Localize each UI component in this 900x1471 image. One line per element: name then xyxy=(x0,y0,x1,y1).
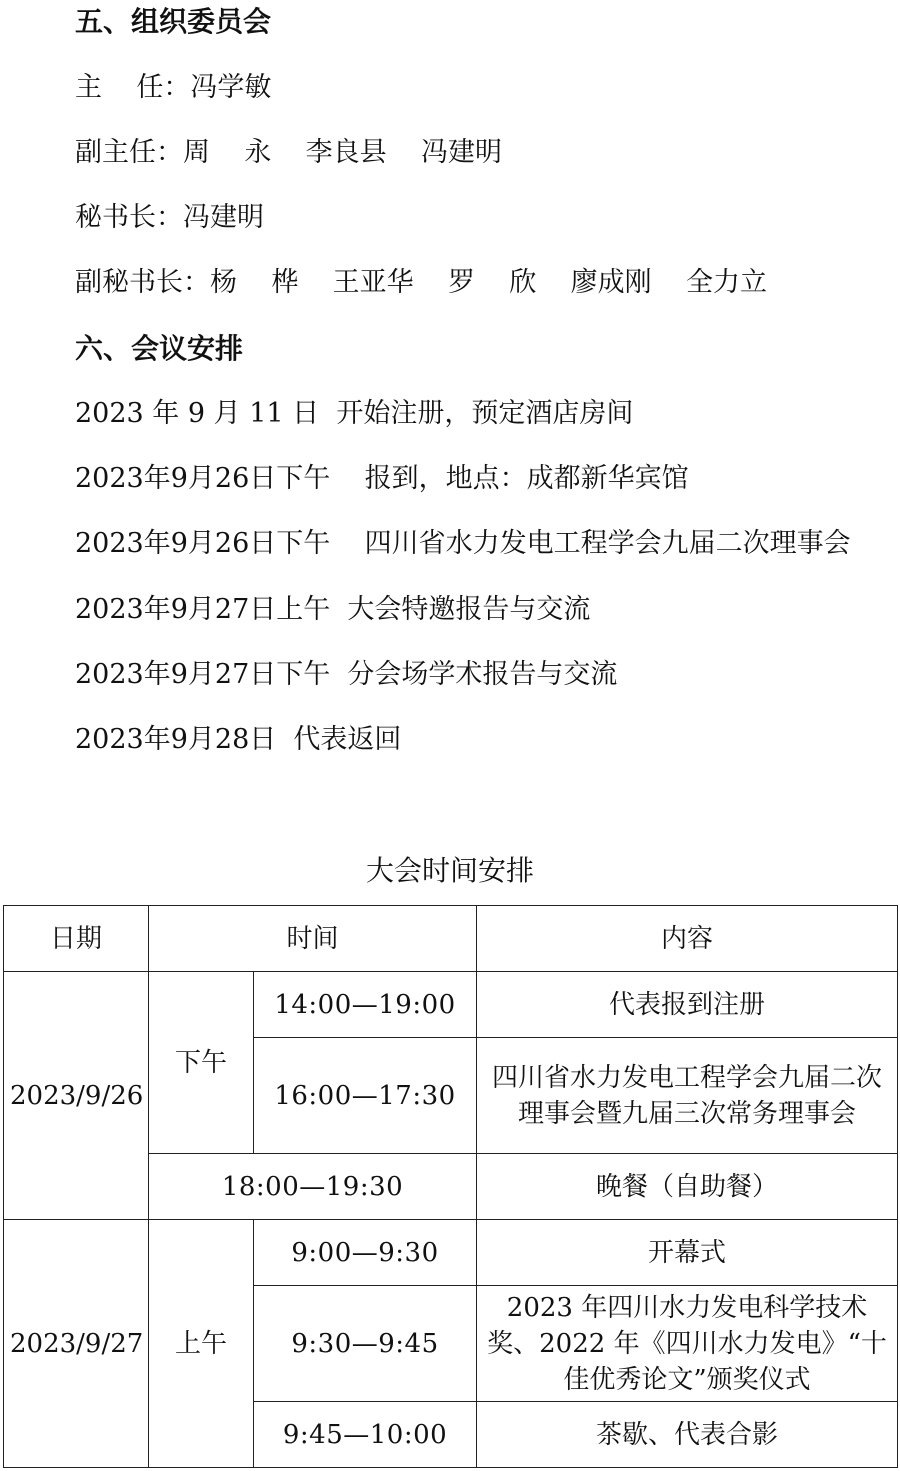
header-time: 时间 xyxy=(149,906,477,972)
period-cell: 上午 xyxy=(149,1220,254,1468)
committee-secretary-general: 秘书长：冯建明 xyxy=(75,202,264,233)
arrangement-item: 2023年9月27日下午 分会场学术报告与交流 xyxy=(75,659,618,690)
table-row xyxy=(4,1220,898,1286)
content-cell: 晚餐（自助餐） xyxy=(477,1154,898,1220)
section6-heading: 六、会议安排 xyxy=(75,332,244,365)
table-header-row xyxy=(4,906,898,972)
content-cell: 茶歇、代表合影 xyxy=(477,1402,898,1468)
date-cell: 2023/9/27 xyxy=(4,1220,149,1468)
header-content: 内容 xyxy=(477,906,898,972)
time-cell: 9:45—10:00 xyxy=(254,1402,477,1468)
table-row xyxy=(4,972,898,1038)
time-cell: 9:30—9:45 xyxy=(254,1286,477,1402)
arrangement-item: 2023 年 9 月 11 日 开始注册，预定酒店房间 xyxy=(75,398,634,429)
arrangement-item: 2023年9月26日下午 报到，地点：成都新华宾馆 xyxy=(75,463,689,494)
time-cell: 16:00—17:30 xyxy=(254,1038,477,1154)
committee-vice-directors: 副主任：周 永 李良县 冯建明 xyxy=(75,137,502,168)
period-cell: 下午 xyxy=(149,972,254,1154)
schedule-table xyxy=(3,905,898,1468)
section5-heading: 五、组织委员会 xyxy=(75,5,272,38)
header-date: 日期 xyxy=(4,906,149,972)
content-cell: 开幕式 xyxy=(477,1220,898,1286)
arrangement-item: 2023年9月26日下午 四川省水力发电工程学会九届二次理事会 xyxy=(75,528,851,559)
time-cell: 9:00—9:30 xyxy=(254,1220,477,1286)
arrangement-item: 2023年9月27日上午 大会特邀报告与交流 xyxy=(75,594,591,625)
time-cell: 14:00—19:00 xyxy=(254,972,477,1038)
arrangement-item: 2023年9月28日 代表返回 xyxy=(75,724,402,755)
date-cell: 2023/9/26 xyxy=(4,972,149,1220)
content-cell: 代表报到注册 xyxy=(477,972,898,1038)
content-cell: 四川省水力发电工程学会九届二次理事会暨九届三次常务理事会 xyxy=(477,1038,898,1154)
time-cell: 18:00—19:30 xyxy=(149,1154,477,1220)
committee-director: 主 任：冯学敏 xyxy=(75,72,272,103)
schedule-title: 大会时间安排 xyxy=(365,854,534,887)
content-cell: 2023 年四川水力发电科学技术奖、2022 年《四川水力发电》“十佳优秀论文”颁奖仪式 xyxy=(477,1286,898,1402)
committee-deputy-secretaries: 副秘书长：杨 桦 王亚华 罗 欣 廖成刚 全力立 xyxy=(75,267,767,298)
